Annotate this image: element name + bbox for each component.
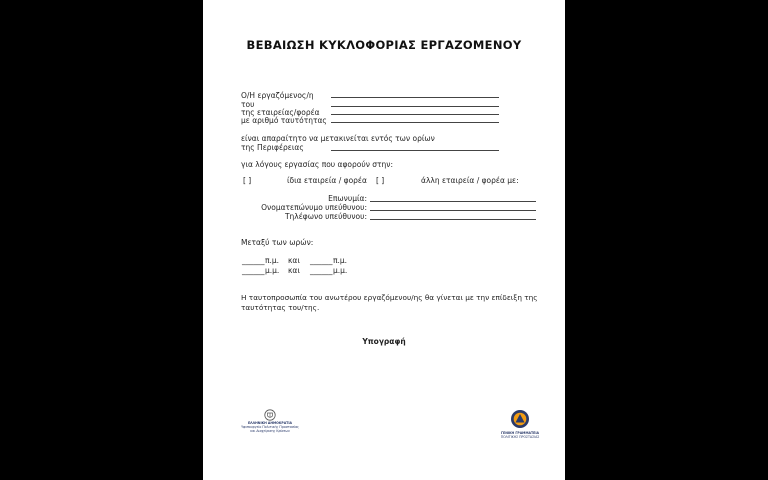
region-line: [331, 150, 499, 151]
option-other-company-label: άλλη εταιρεία / φορέα με:: [421, 176, 519, 185]
employee-label: Ο/Η εργαζόμενος/η: [241, 91, 314, 100]
page-title: ΒΕΒΑΙΩΣΗ ΚΥΚΛΟΦΟΡΙΑΣ ΕΡΓΑΖΟΜΕΝΟΥ: [246, 38, 522, 52]
company-name-label: Επωνυμία:: [328, 194, 367, 203]
responsible-phone-line: [370, 219, 536, 220]
hours-row-1-and: και: [288, 256, 300, 265]
hours-row-1-unit-to: π.μ.: [333, 256, 348, 265]
employee-line: [331, 97, 499, 98]
identification-text-line-1: Η ταυτοπροσωπία του ανωτέρου εργαζόμενου/ης θα γίνεται με την επίδειξη της: [241, 293, 538, 302]
hours-row-2-unit-to: μ.μ.: [333, 266, 348, 275]
movement-text: είναι απαραίτητο να μετακινείται εντός των ορίων: [241, 134, 435, 143]
footer-left-line-1: ΕΛΛΗΝΙΚΗ ΔΗΜΟΚΡΑΤΙΑ: [248, 421, 292, 425]
hours-label: Μεταξύ των ωρών:: [241, 238, 314, 247]
responsible-name-label: Ονοματεπώνυμο υπεύθυνου:: [261, 203, 367, 212]
document-page: [203, 0, 565, 480]
id-number-line: [331, 122, 499, 123]
greek-emblem-icon: [264, 406, 276, 418]
identification-text-line-2: ταυτότητας του/της.: [241, 303, 320, 312]
footer-left-line-3: και Διαχείρισης Κρίσεων: [250, 429, 290, 433]
of-line: [331, 106, 499, 107]
footer-right-line-2: ΠΟΛΙΤΙΚΗΣ ΠΡΟΣΤΑΣΙΑΣ: [500, 435, 540, 439]
checkbox-other-company[interactable]: [ ]: [376, 176, 385, 185]
region-label: της Περιφέρειας: [241, 143, 304, 152]
hours-row-2-to: ______: [310, 266, 333, 275]
hours-row-1-unit-from: π.μ.: [265, 256, 280, 265]
id-number-label: με αριθμό ταυτότητας: [241, 116, 327, 125]
responsible-name-line: [370, 210, 536, 211]
footer-left-line-2: Υφυπουργείο Πολιτικής Προστασίας: [241, 425, 299, 429]
hours-row-1-from: ______: [242, 256, 265, 265]
hours-row-1-to: ______: [310, 256, 333, 265]
option-same-company-label: ίδια εταιρεία / φορέα: [287, 176, 367, 185]
hours-row-2-from: ______: [242, 266, 265, 275]
company-line: [331, 114, 499, 115]
hours-row-2-unit-from: μ.μ.: [265, 266, 280, 275]
responsible-phone-label: Τηλέφωνο υπεύθυνου:: [284, 212, 367, 221]
footer-right-line-1: ΓΕΝΙΚΗ ΓΡΑΜΜΑΤΕΙΑ: [501, 431, 539, 435]
work-reasons-text: για λόγους εργασίας που αφορούν στην:: [241, 160, 394, 169]
company-label: της εταιρείας/φορέα: [241, 108, 320, 117]
company-name-line: [370, 201, 536, 202]
signature-label: Υπογραφή: [362, 337, 406, 346]
civil-protection-logo-icon: [510, 409, 530, 429]
checkbox-same-company[interactable]: [ ]: [243, 176, 252, 185]
of-label: του: [241, 100, 255, 109]
hours-row-2-and: και: [288, 266, 300, 275]
